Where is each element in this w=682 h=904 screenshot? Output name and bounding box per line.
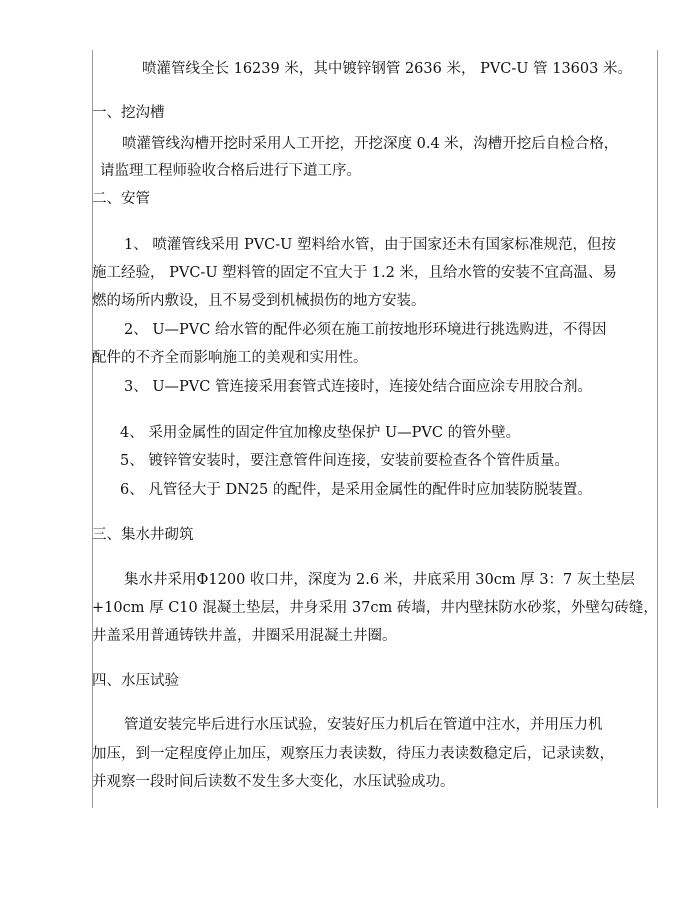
section-heading: 三、集水井砌筑 xyxy=(92,527,194,543)
paragraph-line: 燃的场所内敷设，且不易受到机械损伤的地方安装。 xyxy=(92,293,426,309)
paragraph-line: 集水井采用Φ1200 收口井，深度为 2.6 米，井底采用 30cm 厚 3：7 灰土垫层 xyxy=(124,572,635,588)
paragraph-line: 3、 U—PVC 管连接采用套管式连接时，连接处结合面应涂专用胶合剂。 xyxy=(124,379,592,395)
paragraph-line: 6、 凡管径大于 DN25 的配件，是采用金属性的配件时应加装防脱装置。 xyxy=(120,482,592,498)
paragraph-line: 加压，到一定程度停止加压，观察压力表读数，待压力表读数稳定后，记录读数， xyxy=(92,746,614,762)
section-heading: 一、挖沟槽 xyxy=(92,105,165,121)
section-heading: 四、水压试验 xyxy=(92,673,179,689)
paragraph-line: 1、 喷灌管线采用 PVC-U 塑料给水管，由于国家还未有国家标准规范，但按 xyxy=(124,237,616,253)
paragraph-line: 施工经验， PVC-U 塑料管的固定不宜大于 1.2 米，且给水管的安装不宜高温、易 xyxy=(92,265,617,281)
paragraph-line: 请监理工程师验收合格后进行下道工序。 xyxy=(100,163,361,179)
paragraph-line: 喷灌管线沟槽开挖时采用人工开挖，开挖深度 0.4 米，沟槽开挖后自检合格， xyxy=(122,136,619,152)
paragraph-line: 并观察一段时间后读数不发生多大变化，水压试验成功。 xyxy=(92,774,455,790)
paragraph-line: 2、 U—PVC 给水管的配件必须在施工前按地形环境进行挑选购进，不得因 xyxy=(124,322,607,338)
paragraph-line: 5、 镀锌管安装时，要注意管件间连接，安装前要检查各个管件质量。 xyxy=(120,453,569,469)
summary-line: 喷灌管线全长 16239 米，其中镀锌钢管 2636 米， PVC-U 管 13603 米。 xyxy=(142,61,632,77)
paragraph-line: 井盖采用普通铸铁井盖，井圈采用混凝土井圈。 xyxy=(92,628,397,644)
section-heading: 二、安管 xyxy=(92,191,150,207)
paragraph-line: +10cm 厚 C10 混凝土垫层，井身采用 37cm 砖墙，井内壁抹防水砂浆，外壁勾砖缝， xyxy=(92,600,658,616)
paragraph-line: 配件的不齐全而影响施工的美观和实用性。 xyxy=(92,350,368,366)
paragraph-line: 管道安装完毕后进行水压试验，安装好压力机后在管道中注水，并用压力机 xyxy=(124,717,603,733)
paragraph-line: 4、 采用金属性的固定件宜加橡皮垫保护 U—PVC 的管外壁。 xyxy=(120,425,521,441)
